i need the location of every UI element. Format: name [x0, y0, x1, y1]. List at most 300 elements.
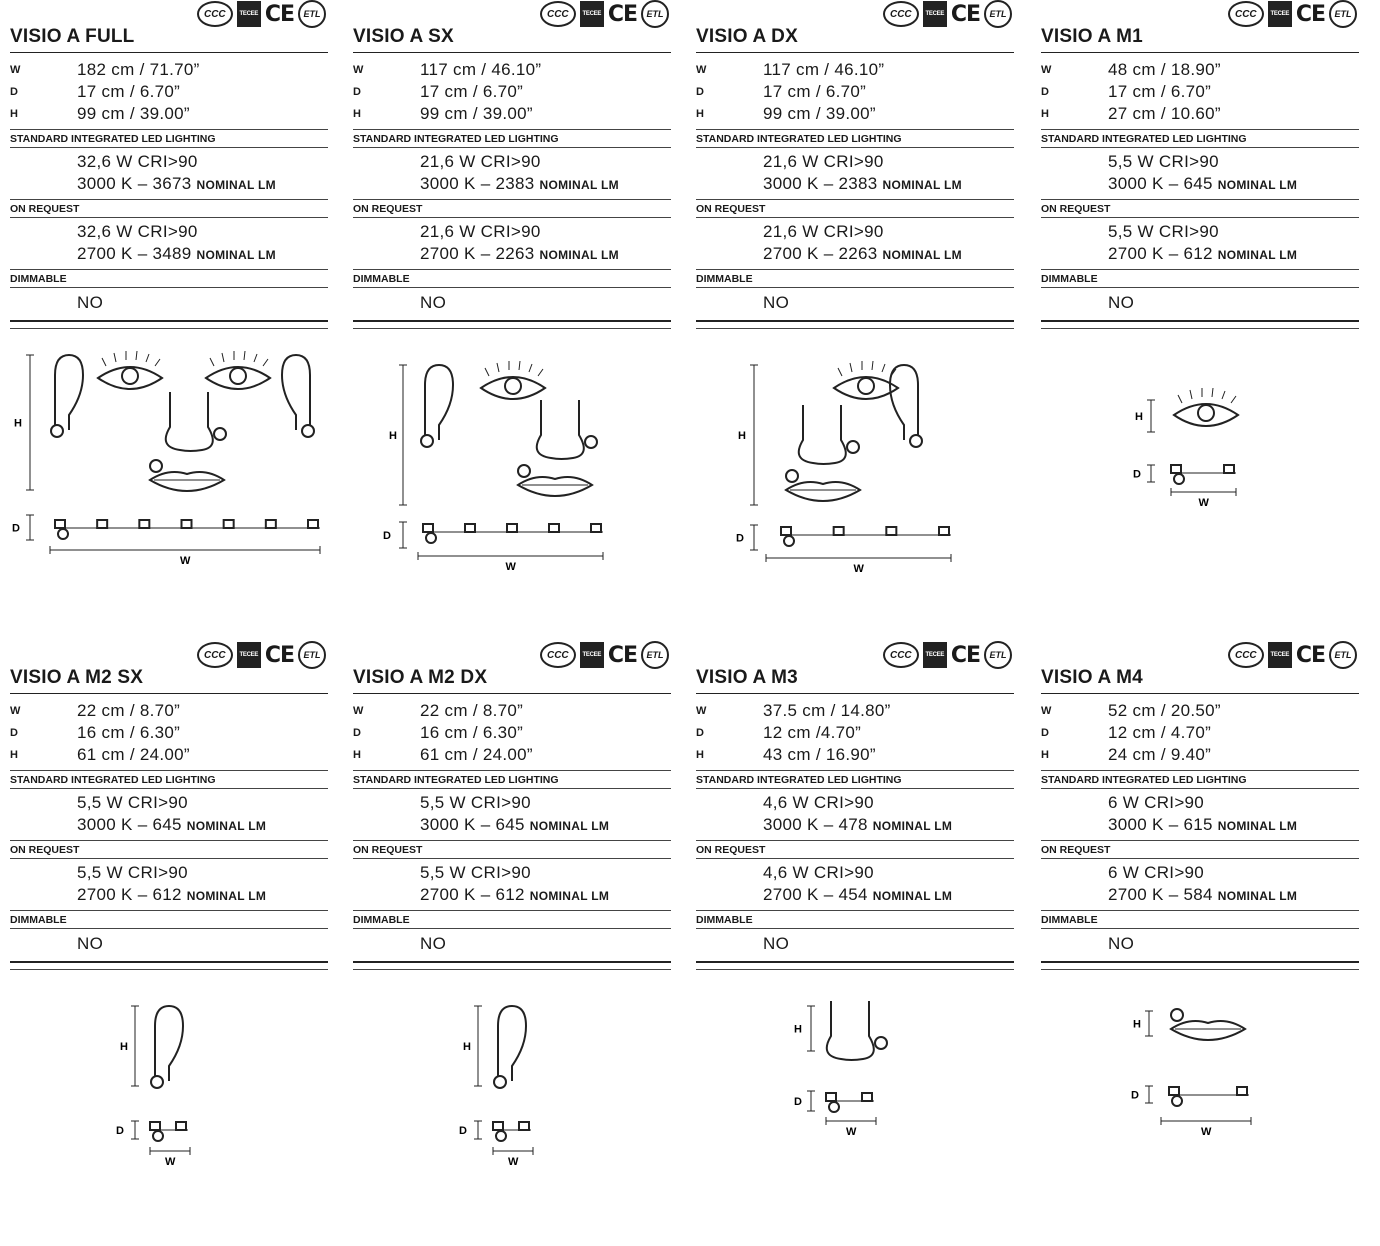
- dim-value-w: 182 cm / 71.70”: [77, 60, 200, 79]
- ce-mark-icon: CE: [607, 1, 637, 27]
- svg-text:W: W: [846, 1126, 857, 1138]
- svg-text:D: D: [383, 530, 391, 542]
- svg-text:D: D: [1131, 1089, 1139, 1102]
- standard-cct: [1108, 814, 1359, 836]
- svg-text:D: D: [12, 522, 20, 535]
- tecee-mark-icon: TECEE: [580, 1, 604, 27]
- svg-text:D: D: [459, 1125, 467, 1137]
- standard-unit: NOMINAL LM: [1217, 819, 1298, 833]
- divider: [353, 969, 671, 970]
- standard-cct-value: 3000 K – 615: [1108, 815, 1213, 834]
- standard-cct-value: 3000 K – 2383: [763, 174, 878, 193]
- dim-value-h: 43 cm / 16.90”: [763, 745, 876, 764]
- dimmable-label: DIMMABLE: [1041, 911, 1359, 929]
- product-card: [1041, 641, 1359, 1226]
- on-request-power: 4,6 W CRI>90: [763, 863, 874, 882]
- ccc-mark-icon: CCC: [540, 1, 576, 27]
- svg-text:D: D: [116, 1125, 124, 1137]
- standard-lighting-label: STANDARD INTEGRATED LED LIGHTING: [10, 771, 328, 789]
- standard-power: 4,6 W CRI>90: [763, 793, 874, 812]
- standard-power: 32,6 W CRI>90: [77, 152, 198, 171]
- dim-row-height: [696, 103, 1014, 125]
- divider: [1041, 969, 1359, 970]
- dim-value-h: 99 cm / 39.00”: [420, 104, 533, 123]
- svg-text:H: H: [1135, 411, 1143, 423]
- standard-cct-value: 3000 K – 645: [77, 815, 182, 834]
- on-request-unit: NOMINAL LM: [872, 889, 953, 903]
- dimmable-values: [696, 288, 1014, 322]
- product-title: VISIO A DX: [696, 26, 798, 47]
- standard-cct: [1108, 173, 1359, 195]
- on-request-cct: [1108, 243, 1359, 265]
- on-request-unit: NOMINAL LM: [529, 889, 610, 903]
- etl-mark-icon: ETL: [298, 641, 326, 669]
- certification-marks: [883, 641, 1012, 669]
- dim-key-d: D: [353, 727, 361, 739]
- dim-key-h: H: [1041, 108, 1049, 120]
- technical-drawing-icon: [10, 350, 328, 600]
- dimmable-values: [353, 288, 671, 322]
- dim-value-w: 22 cm / 8.70”: [77, 701, 181, 720]
- dim-row-width: [353, 59, 671, 81]
- certification-marks: [540, 641, 669, 669]
- on-request-cct-value: 2700 K – 2263: [420, 244, 535, 263]
- on-request-unit: NOMINAL LM: [196, 248, 276, 262]
- standard-lighting-values: [1041, 148, 1359, 200]
- ccc-mark-icon: CCC: [883, 642, 919, 668]
- dim-key-w: W: [1041, 64, 1052, 76]
- product-card: [353, 641, 671, 1226]
- standard-lighting-label: STANDARD INTEGRATED LED LIGHTING: [1041, 130, 1359, 148]
- on-request-cct: [77, 884, 328, 906]
- dim-key-w: W: [696, 64, 707, 76]
- dim-value-w: 48 cm / 18.90”: [1108, 60, 1221, 79]
- dim-row-height: [696, 744, 1014, 766]
- ce-mark-icon: CE: [1295, 642, 1325, 668]
- standard-lighting-label: STANDARD INTEGRATED LED LIGHTING: [696, 130, 1014, 148]
- technical-drawing-icon: [1041, 350, 1359, 600]
- dim-row-depth: [353, 722, 671, 744]
- dim-key-d: D: [696, 727, 704, 739]
- dim-key-w: W: [696, 705, 707, 717]
- standard-unit: NOMINAL LM: [529, 819, 610, 833]
- svg-text:W: W: [508, 1156, 519, 1168]
- standard-lighting-values: [353, 789, 671, 841]
- dim-key-h: H: [10, 108, 18, 120]
- on-request-values: [1041, 859, 1359, 911]
- svg-text:H: H: [14, 417, 22, 430]
- standard-power: 21,6 W CRI>90: [763, 152, 884, 171]
- dimensions-table: [1041, 53, 1359, 130]
- technical-drawing-icon: [1041, 991, 1359, 1241]
- dim-row-width: [1041, 59, 1359, 81]
- product-title: VISIO A M1: [1041, 26, 1143, 47]
- dimmable-value: NO: [1108, 934, 1135, 953]
- dim-value-d: 16 cm / 6.30”: [420, 723, 524, 742]
- on-request-label: ON REQUEST: [696, 200, 1014, 218]
- standard-power: 5,5 W CRI>90: [420, 793, 531, 812]
- on-request-cct-value: 2700 K – 612: [1108, 244, 1213, 263]
- dim-row-height: [10, 744, 328, 766]
- dim-value-d: 17 cm / 6.70”: [420, 82, 524, 101]
- dimmable-values: [1041, 929, 1359, 963]
- product-card: [353, 0, 671, 585]
- tecee-mark-icon: TECEE: [237, 642, 261, 668]
- dim-value-w: 52 cm / 20.50”: [1108, 701, 1221, 720]
- standard-cct-value: 3000 K – 3673: [77, 174, 192, 193]
- on-request-cct-value: 2700 K – 584: [1108, 885, 1213, 904]
- svg-text:D: D: [794, 1096, 802, 1108]
- etl-mark-icon: ETL: [984, 0, 1012, 28]
- standard-unit: NOMINAL LM: [539, 178, 619, 192]
- on-request-cct-value: 2700 K – 3489: [77, 244, 192, 263]
- certification-marks: [1228, 641, 1357, 669]
- svg-text:W: W: [853, 563, 864, 575]
- dimensions-table: [696, 53, 1014, 130]
- svg-text:H: H: [120, 1041, 128, 1053]
- dim-value-h: 24 cm / 9.40”: [1108, 745, 1212, 764]
- standard-unit: NOMINAL LM: [872, 819, 953, 833]
- product-header: [696, 0, 1014, 53]
- tecee-mark-icon: TECEE: [1268, 642, 1292, 668]
- product-header: [10, 0, 328, 53]
- standard-unit: NOMINAL LM: [186, 819, 267, 833]
- svg-text:W: W: [1201, 1126, 1212, 1138]
- dim-key-h: H: [353, 108, 361, 120]
- on-request-cct: [763, 884, 1014, 906]
- dim-key-d: D: [353, 86, 361, 98]
- dim-key-h: H: [696, 749, 704, 761]
- standard-cct: [77, 173, 328, 195]
- dim-key-h: H: [1041, 749, 1049, 761]
- divider: [10, 328, 328, 329]
- standard-cct: [420, 173, 671, 195]
- ccc-mark-icon: CCC: [540, 642, 576, 668]
- standard-lighting-values: [10, 148, 328, 200]
- on-request-cct: [763, 243, 1014, 265]
- dim-value-h: 61 cm / 24.00”: [420, 745, 533, 764]
- standard-lighting-label: STANDARD INTEGRATED LED LIGHTING: [1041, 771, 1359, 789]
- standard-lighting-values: [696, 789, 1014, 841]
- standard-lighting-values: [353, 148, 671, 200]
- on-request-label: ON REQUEST: [353, 200, 671, 218]
- product-drawing: [696, 991, 1014, 1241]
- dim-key-h: H: [696, 108, 704, 120]
- on-request-cct-value: 2700 K – 612: [77, 885, 182, 904]
- dim-value-d: 17 cm / 6.70”: [77, 82, 181, 101]
- dim-value-d: 17 cm / 6.70”: [763, 82, 867, 101]
- on-request-values: [1041, 218, 1359, 270]
- on-request-cct: [420, 884, 671, 906]
- on-request-power: 6 W CRI>90: [1108, 863, 1205, 882]
- standard-cct: [420, 814, 671, 836]
- product-card: [1041, 0, 1359, 585]
- standard-cct-value: 3000 K – 478: [763, 815, 868, 834]
- dimensions-table: [353, 53, 671, 130]
- dimmable-label: DIMMABLE: [353, 270, 671, 288]
- standard-cct-value: 3000 K – 645: [420, 815, 525, 834]
- on-request-unit: NOMINAL LM: [539, 248, 619, 262]
- on-request-label: ON REQUEST: [1041, 200, 1359, 218]
- dim-row-depth: [696, 722, 1014, 744]
- dimmable-value: NO: [420, 934, 447, 953]
- on-request-power: 5,5 W CRI>90: [1108, 222, 1219, 241]
- on-request-label: ON REQUEST: [1041, 841, 1359, 859]
- on-request-power: 21,6 W CRI>90: [420, 222, 541, 241]
- certification-marks: [883, 0, 1012, 28]
- dim-key-d: D: [1041, 727, 1049, 739]
- product-drawing: [353, 991, 671, 1241]
- dim-value-d: 12 cm / 4.70”: [1108, 723, 1212, 742]
- dim-value-d: 16 cm / 6.30”: [77, 723, 181, 742]
- standard-unit: NOMINAL LM: [1217, 178, 1298, 192]
- certification-marks: [1228, 0, 1357, 28]
- svg-text:W: W: [505, 561, 516, 573]
- on-request-label: ON REQUEST: [10, 200, 328, 218]
- ccc-mark-icon: CCC: [197, 1, 233, 27]
- ce-mark-icon: CE: [607, 642, 637, 668]
- dimensions-table: [353, 694, 671, 771]
- certification-marks: [540, 0, 669, 28]
- dim-row-height: [353, 103, 671, 125]
- dim-row-height: [1041, 103, 1359, 125]
- product-drawing: [10, 991, 328, 1241]
- on-request-label: ON REQUEST: [10, 841, 328, 859]
- product-card: [696, 0, 1014, 585]
- ce-mark-icon: CE: [1295, 1, 1325, 27]
- dim-row-depth: [10, 81, 328, 103]
- dimensions-table: [696, 694, 1014, 771]
- product-card: [10, 0, 328, 585]
- on-request-power: 32,6 W CRI>90: [77, 222, 198, 241]
- on-request-values: [696, 218, 1014, 270]
- product-header: [1041, 0, 1359, 53]
- tecee-mark-icon: TECEE: [923, 642, 947, 668]
- dimmable-label: DIMMABLE: [10, 911, 328, 929]
- on-request-label: ON REQUEST: [696, 841, 1014, 859]
- on-request-power: 5,5 W CRI>90: [77, 863, 188, 882]
- standard-lighting-label: STANDARD INTEGRATED LED LIGHTING: [353, 130, 671, 148]
- dim-value-w: 37.5 cm / 14.80”: [763, 701, 891, 720]
- standard-cct: [763, 173, 1014, 195]
- product-drawing: [696, 350, 1014, 600]
- dimmable-label: DIMMABLE: [1041, 270, 1359, 288]
- dim-value-d: 17 cm / 6.70”: [1108, 82, 1212, 101]
- product-header: [353, 641, 671, 694]
- product-card: [696, 641, 1014, 1226]
- product-drawing: [353, 350, 671, 600]
- on-request-cct: [420, 243, 671, 265]
- on-request-cct: [1108, 884, 1359, 906]
- product-title: VISIO A M3: [696, 667, 798, 688]
- svg-text:W: W: [165, 1156, 176, 1168]
- divider: [696, 969, 1014, 970]
- standard-power: 5,5 W CRI>90: [1108, 152, 1219, 171]
- dim-value-h: 61 cm / 24.00”: [77, 745, 190, 764]
- on-request-unit: NOMINAL LM: [186, 889, 267, 903]
- ce-mark-icon: CE: [264, 642, 294, 668]
- on-request-values: [10, 218, 328, 270]
- dimmable-values: [1041, 288, 1359, 322]
- on-request-label: ON REQUEST: [353, 841, 671, 859]
- standard-unit: NOMINAL LM: [882, 178, 962, 192]
- on-request-power: 5,5 W CRI>90: [420, 863, 531, 882]
- product-drawing: [10, 350, 328, 600]
- ccc-mark-icon: CCC: [1228, 1, 1264, 27]
- dim-row-width: [10, 700, 328, 722]
- standard-lighting-label: STANDARD INTEGRATED LED LIGHTING: [696, 771, 1014, 789]
- dimmable-values: [10, 929, 328, 963]
- svg-text:H: H: [1133, 1018, 1141, 1031]
- on-request-values: [10, 859, 328, 911]
- product-title: VISIO A M2 SX: [10, 667, 144, 688]
- dim-row-width: [10, 59, 328, 81]
- etl-mark-icon: ETL: [1329, 641, 1357, 669]
- dim-key-h: H: [10, 749, 18, 761]
- technical-drawing-icon: [10, 991, 328, 1241]
- product-header: [353, 0, 671, 53]
- on-request-values: [353, 859, 671, 911]
- dim-key-h: H: [353, 749, 361, 761]
- dim-key-w: W: [1041, 705, 1052, 717]
- dim-value-w: 117 cm / 46.10”: [420, 60, 542, 79]
- standard-lighting-label: STANDARD INTEGRATED LED LIGHTING: [10, 130, 328, 148]
- standard-cct-value: 3000 K – 645: [1108, 174, 1213, 193]
- tecee-mark-icon: TECEE: [237, 1, 261, 27]
- dimmable-value: NO: [77, 293, 104, 312]
- on-request-power: 21,6 W CRI>90: [763, 222, 884, 241]
- on-request-unit: NOMINAL LM: [882, 248, 962, 262]
- dim-row-depth: [353, 81, 671, 103]
- standard-power: 6 W CRI>90: [1108, 793, 1205, 812]
- on-request-unit: NOMINAL LM: [1217, 248, 1298, 262]
- divider: [696, 328, 1014, 329]
- product-drawing: [1041, 350, 1359, 600]
- dimmable-value: NO: [763, 934, 790, 953]
- dim-value-h: 99 cm / 39.00”: [763, 104, 876, 123]
- on-request-values: [353, 218, 671, 270]
- dim-row-depth: [1041, 722, 1359, 744]
- standard-power: 21,6 W CRI>90: [420, 152, 541, 171]
- dim-value-h: 99 cm / 39.00”: [77, 104, 190, 123]
- ce-mark-icon: CE: [950, 642, 980, 668]
- svg-text:W: W: [180, 555, 191, 567]
- product-title: VISIO A FULL: [10, 26, 135, 47]
- dim-value-h: 27 cm / 10.60”: [1108, 104, 1221, 123]
- product-card: [10, 641, 328, 1226]
- dim-row-width: [696, 59, 1014, 81]
- dim-row-depth: [696, 81, 1014, 103]
- dim-key-d: D: [1041, 86, 1049, 98]
- svg-text:H: H: [463, 1041, 471, 1053]
- on-request-cct-value: 2700 K – 454: [763, 885, 868, 904]
- dim-row-depth: [1041, 81, 1359, 103]
- dimmable-value: NO: [420, 293, 447, 312]
- dimmable-label: DIMMABLE: [696, 911, 1014, 929]
- dimmable-label: DIMMABLE: [696, 270, 1014, 288]
- dim-row-height: [353, 744, 671, 766]
- dimmable-value: NO: [1108, 293, 1135, 312]
- ccc-mark-icon: CCC: [883, 1, 919, 27]
- product-title: VISIO A M4: [1041, 667, 1143, 688]
- dim-row-width: [353, 700, 671, 722]
- tecee-mark-icon: TECEE: [580, 642, 604, 668]
- standard-lighting-values: [1041, 789, 1359, 841]
- dim-key-d: D: [696, 86, 704, 98]
- dim-value-d: 12 cm /4.70”: [763, 723, 862, 742]
- on-request-cct-value: 2700 K – 612: [420, 885, 525, 904]
- dim-row-depth: [10, 722, 328, 744]
- svg-text:H: H: [389, 430, 397, 442]
- dim-key-w: W: [353, 64, 364, 76]
- dim-key-d: D: [10, 86, 18, 98]
- product-drawing: [1041, 991, 1359, 1241]
- etl-mark-icon: ETL: [641, 0, 669, 28]
- etl-mark-icon: ETL: [984, 641, 1012, 669]
- divider: [353, 328, 671, 329]
- standard-lighting-values: [696, 148, 1014, 200]
- svg-text:H: H: [738, 430, 746, 442]
- dimensions-table: [1041, 694, 1359, 771]
- dim-key-w: W: [353, 705, 364, 717]
- standard-lighting-values: [10, 789, 328, 841]
- svg-text:H: H: [794, 1023, 802, 1036]
- dimensions-table: [10, 53, 328, 130]
- product-header: [1041, 641, 1359, 694]
- certification-marks: [197, 641, 326, 669]
- divider: [1041, 328, 1359, 329]
- dim-row-height: [10, 103, 328, 125]
- technical-drawing-icon: [696, 991, 1014, 1241]
- on-request-values: [696, 859, 1014, 911]
- standard-cct-value: 3000 K – 2383: [420, 174, 535, 193]
- dimmable-values: [10, 288, 328, 322]
- dim-row-height: [1041, 744, 1359, 766]
- dim-key-d: D: [10, 727, 18, 739]
- product-header: [10, 641, 328, 694]
- dimensions-table: [10, 694, 328, 771]
- ccc-mark-icon: CCC: [197, 642, 233, 668]
- product-header: [696, 641, 1014, 694]
- product-title: VISIO A SX: [353, 26, 454, 47]
- standard-cct: [77, 814, 328, 836]
- dim-row-width: [1041, 700, 1359, 722]
- product-title: VISIO A M2 DX: [353, 667, 488, 688]
- dimmable-label: DIMMABLE: [353, 911, 671, 929]
- ce-mark-icon: CE: [264, 1, 294, 27]
- dim-row-width: [696, 700, 1014, 722]
- standard-unit: NOMINAL LM: [196, 178, 276, 192]
- dimmable-value: NO: [77, 934, 104, 953]
- certification-marks: [197, 0, 326, 28]
- dim-key-w: W: [10, 64, 21, 76]
- standard-cct: [763, 814, 1014, 836]
- dimmable-value: NO: [763, 293, 790, 312]
- tecee-mark-icon: TECEE: [1268, 1, 1292, 27]
- dim-value-w: 117 cm / 46.10”: [763, 60, 885, 79]
- dimmable-values: [696, 929, 1014, 963]
- standard-lighting-label: STANDARD INTEGRATED LED LIGHTING: [353, 771, 671, 789]
- svg-text:D: D: [1133, 468, 1141, 481]
- svg-text:W: W: [1198, 497, 1209, 509]
- ccc-mark-icon: CCC: [1228, 642, 1264, 668]
- dim-value-w: 22 cm / 8.70”: [420, 701, 524, 720]
- tecee-mark-icon: TECEE: [923, 1, 947, 27]
- etl-mark-icon: ETL: [298, 0, 326, 28]
- on-request-unit: NOMINAL LM: [1217, 889, 1298, 903]
- dimmable-values: [353, 929, 671, 963]
- standard-power: 5,5 W CRI>90: [77, 793, 188, 812]
